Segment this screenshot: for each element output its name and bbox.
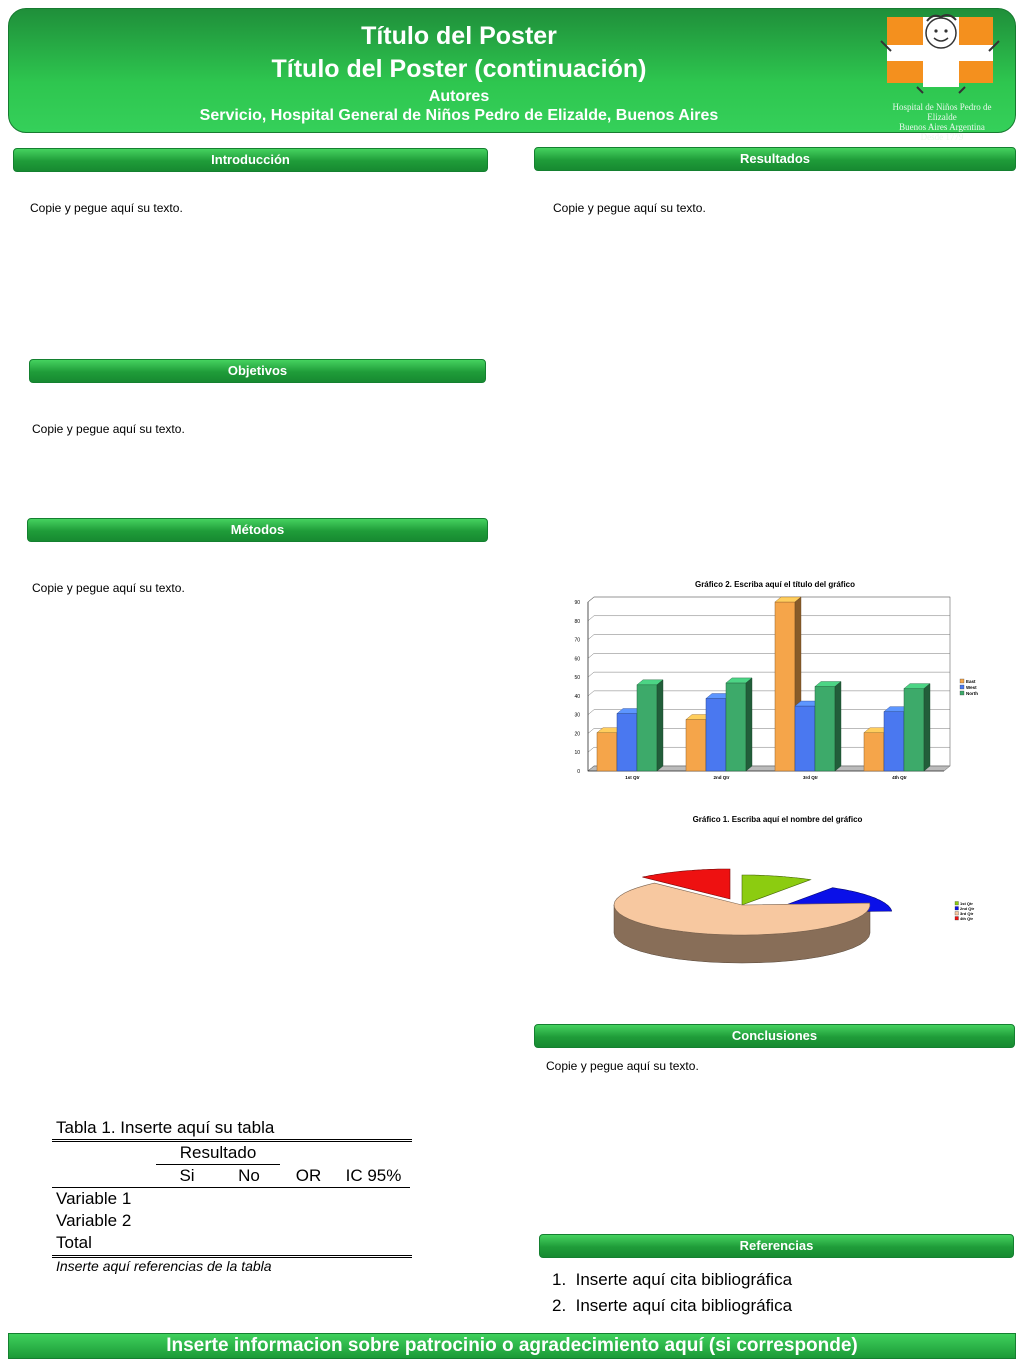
bar-front bbox=[637, 685, 657, 771]
reference-item: Inserte aquí cita bibliográfica bbox=[575, 1270, 793, 1289]
logo-caption-line1: Hospital de Niños Pedro de Elizalde bbox=[892, 102, 992, 122]
resultados-text: Copie y pegue aquí su texto. bbox=[553, 201, 706, 215]
bar-chart-title: Gráfico 2. Escriba aquí el título del gráfico bbox=[694, 580, 856, 589]
x-tick-label: 1st Qtr bbox=[625, 775, 640, 780]
column-header: No bbox=[238, 1166, 260, 1185]
y-tick-label: 50 bbox=[574, 675, 580, 682]
table-1 bbox=[52, 1118, 412, 1274]
bar-front bbox=[864, 733, 884, 771]
legend-label: East bbox=[966, 679, 976, 684]
list-item: 1. Inserte aquí cita bibliográfica bbox=[552, 1270, 793, 1289]
y-tick-label: 60 bbox=[574, 656, 580, 663]
y-tick-label: 70 bbox=[574, 637, 580, 644]
table-row bbox=[52, 1232, 410, 1254]
introduccion-text: Copie y pegue aquí su texto. bbox=[30, 201, 183, 215]
bar-front bbox=[726, 683, 746, 771]
section-bar-objetivos: Objetivos bbox=[29, 359, 486, 383]
bar-front bbox=[706, 699, 726, 771]
bar-side bbox=[657, 680, 663, 771]
column-header: OR bbox=[295, 1165, 322, 1185]
logo-caption-line2: Buenos Aires Argentina bbox=[899, 122, 985, 132]
x-tick-label: 3rd Qtr bbox=[802, 775, 819, 780]
bar-front bbox=[686, 720, 706, 771]
conclusiones-text: Copie y pegue aquí su texto. bbox=[546, 1059, 699, 1073]
poster-title-continuation: Título del Poster (continuación) bbox=[271, 55, 647, 83]
y-tick-label: 30 bbox=[574, 712, 580, 719]
legend-label: 1st Qtr bbox=[960, 901, 973, 906]
y-tick-label: 10 bbox=[574, 750, 580, 757]
bar-front bbox=[904, 689, 924, 771]
group-header: Resultado bbox=[156, 1142, 280, 1165]
legend-swatch bbox=[960, 685, 964, 689]
legend-label: North bbox=[966, 691, 978, 696]
bar-north bbox=[726, 678, 752, 771]
bar-north bbox=[904, 684, 930, 771]
list-item: 2. Inserte aquí cita bibliográfica bbox=[552, 1296, 793, 1315]
y-tick-label: 40 bbox=[574, 693, 580, 700]
row-label: Total bbox=[56, 1233, 92, 1252]
reference-item: Inserte aquí cita bibliográfica bbox=[575, 1296, 793, 1315]
legend-label: 3rd Qtr bbox=[960, 911, 974, 916]
logo-caption-line3: Desde 1779 bbox=[920, 132, 964, 142]
bar-north bbox=[815, 682, 841, 772]
hospital-logo bbox=[877, 11, 1007, 142]
bar-front bbox=[775, 602, 795, 771]
section-bar-referencias: Referencias bbox=[539, 1234, 1014, 1258]
affiliation: Servicio, Hospital General de Niños Pedro de Elizalde, Buenos Aires bbox=[199, 107, 719, 124]
legend-swatch bbox=[955, 917, 959, 921]
bar-side bbox=[924, 684, 930, 771]
pie-chart bbox=[600, 813, 990, 973]
bar-front bbox=[815, 687, 835, 772]
y-tick-label: 20 bbox=[574, 731, 580, 738]
bar-front bbox=[795, 706, 815, 771]
legend-label: 4th Qtr bbox=[960, 916, 974, 921]
table-row bbox=[52, 1210, 410, 1232]
footer-banner: Inserte informacion sobre patrocinio o agradecimiento aquí (si corresponde) bbox=[8, 1333, 1016, 1359]
bar-front bbox=[617, 714, 637, 771]
bar-side bbox=[746, 678, 752, 771]
table-caption: Tabla 1. Inserte aquí su tabla bbox=[52, 1118, 412, 1142]
objetivos-text: Copie y pegue aquí su texto. bbox=[32, 422, 185, 436]
reference-list bbox=[552, 1267, 792, 1319]
legend-swatch bbox=[960, 691, 964, 695]
row-label: Variable 1 bbox=[56, 1189, 132, 1208]
authors: Autores bbox=[428, 88, 490, 105]
pie-chart-plot bbox=[600, 813, 990, 973]
row-label: Variable 2 bbox=[56, 1211, 132, 1230]
legend-label: 2nd Qtr bbox=[960, 906, 975, 911]
hospital-logo-icon bbox=[877, 11, 1007, 97]
table-footnote: Inserte aquí referencias de la tabla bbox=[52, 1255, 412, 1274]
section-bar-metodos: Métodos bbox=[27, 518, 488, 542]
section-bar-resultados: Resultados bbox=[534, 147, 1016, 171]
legend-swatch bbox=[955, 912, 959, 916]
table-row bbox=[52, 1188, 410, 1211]
poster-title: Título del Poster bbox=[361, 22, 557, 50]
bar-chart bbox=[560, 578, 990, 788]
bar-chart-plot bbox=[560, 578, 990, 786]
column-header: Si bbox=[179, 1166, 195, 1185]
x-tick-label: 2nd Qtr bbox=[713, 775, 730, 780]
pie-chart-title: Gráfico 1. Escriba aquí el nombre del gráfico bbox=[692, 815, 863, 824]
bar-front bbox=[597, 733, 617, 771]
metodos-text: Copie y pegue aquí su texto. bbox=[32, 581, 185, 595]
bar-north bbox=[637, 680, 663, 771]
section-bar-conclusiones: Conclusiones bbox=[534, 1024, 1015, 1048]
section-bar-introduccion: Introducción bbox=[13, 148, 488, 172]
bar-side bbox=[835, 682, 841, 772]
y-tick-label: 0 bbox=[577, 769, 580, 775]
legend-swatch bbox=[960, 679, 964, 683]
bar-front bbox=[884, 712, 904, 771]
legend-swatch bbox=[955, 907, 959, 911]
results-table bbox=[52, 1142, 410, 1254]
y-tick-label: 80 bbox=[574, 618, 580, 625]
x-tick-label: 4th Qtr bbox=[892, 775, 907, 780]
column-header: IC 95% bbox=[345, 1165, 402, 1185]
legend-label: West bbox=[966, 685, 977, 690]
poster-header bbox=[8, 8, 1016, 142]
y-tick-label: 90 bbox=[574, 600, 580, 606]
legend-swatch bbox=[955, 902, 959, 906]
